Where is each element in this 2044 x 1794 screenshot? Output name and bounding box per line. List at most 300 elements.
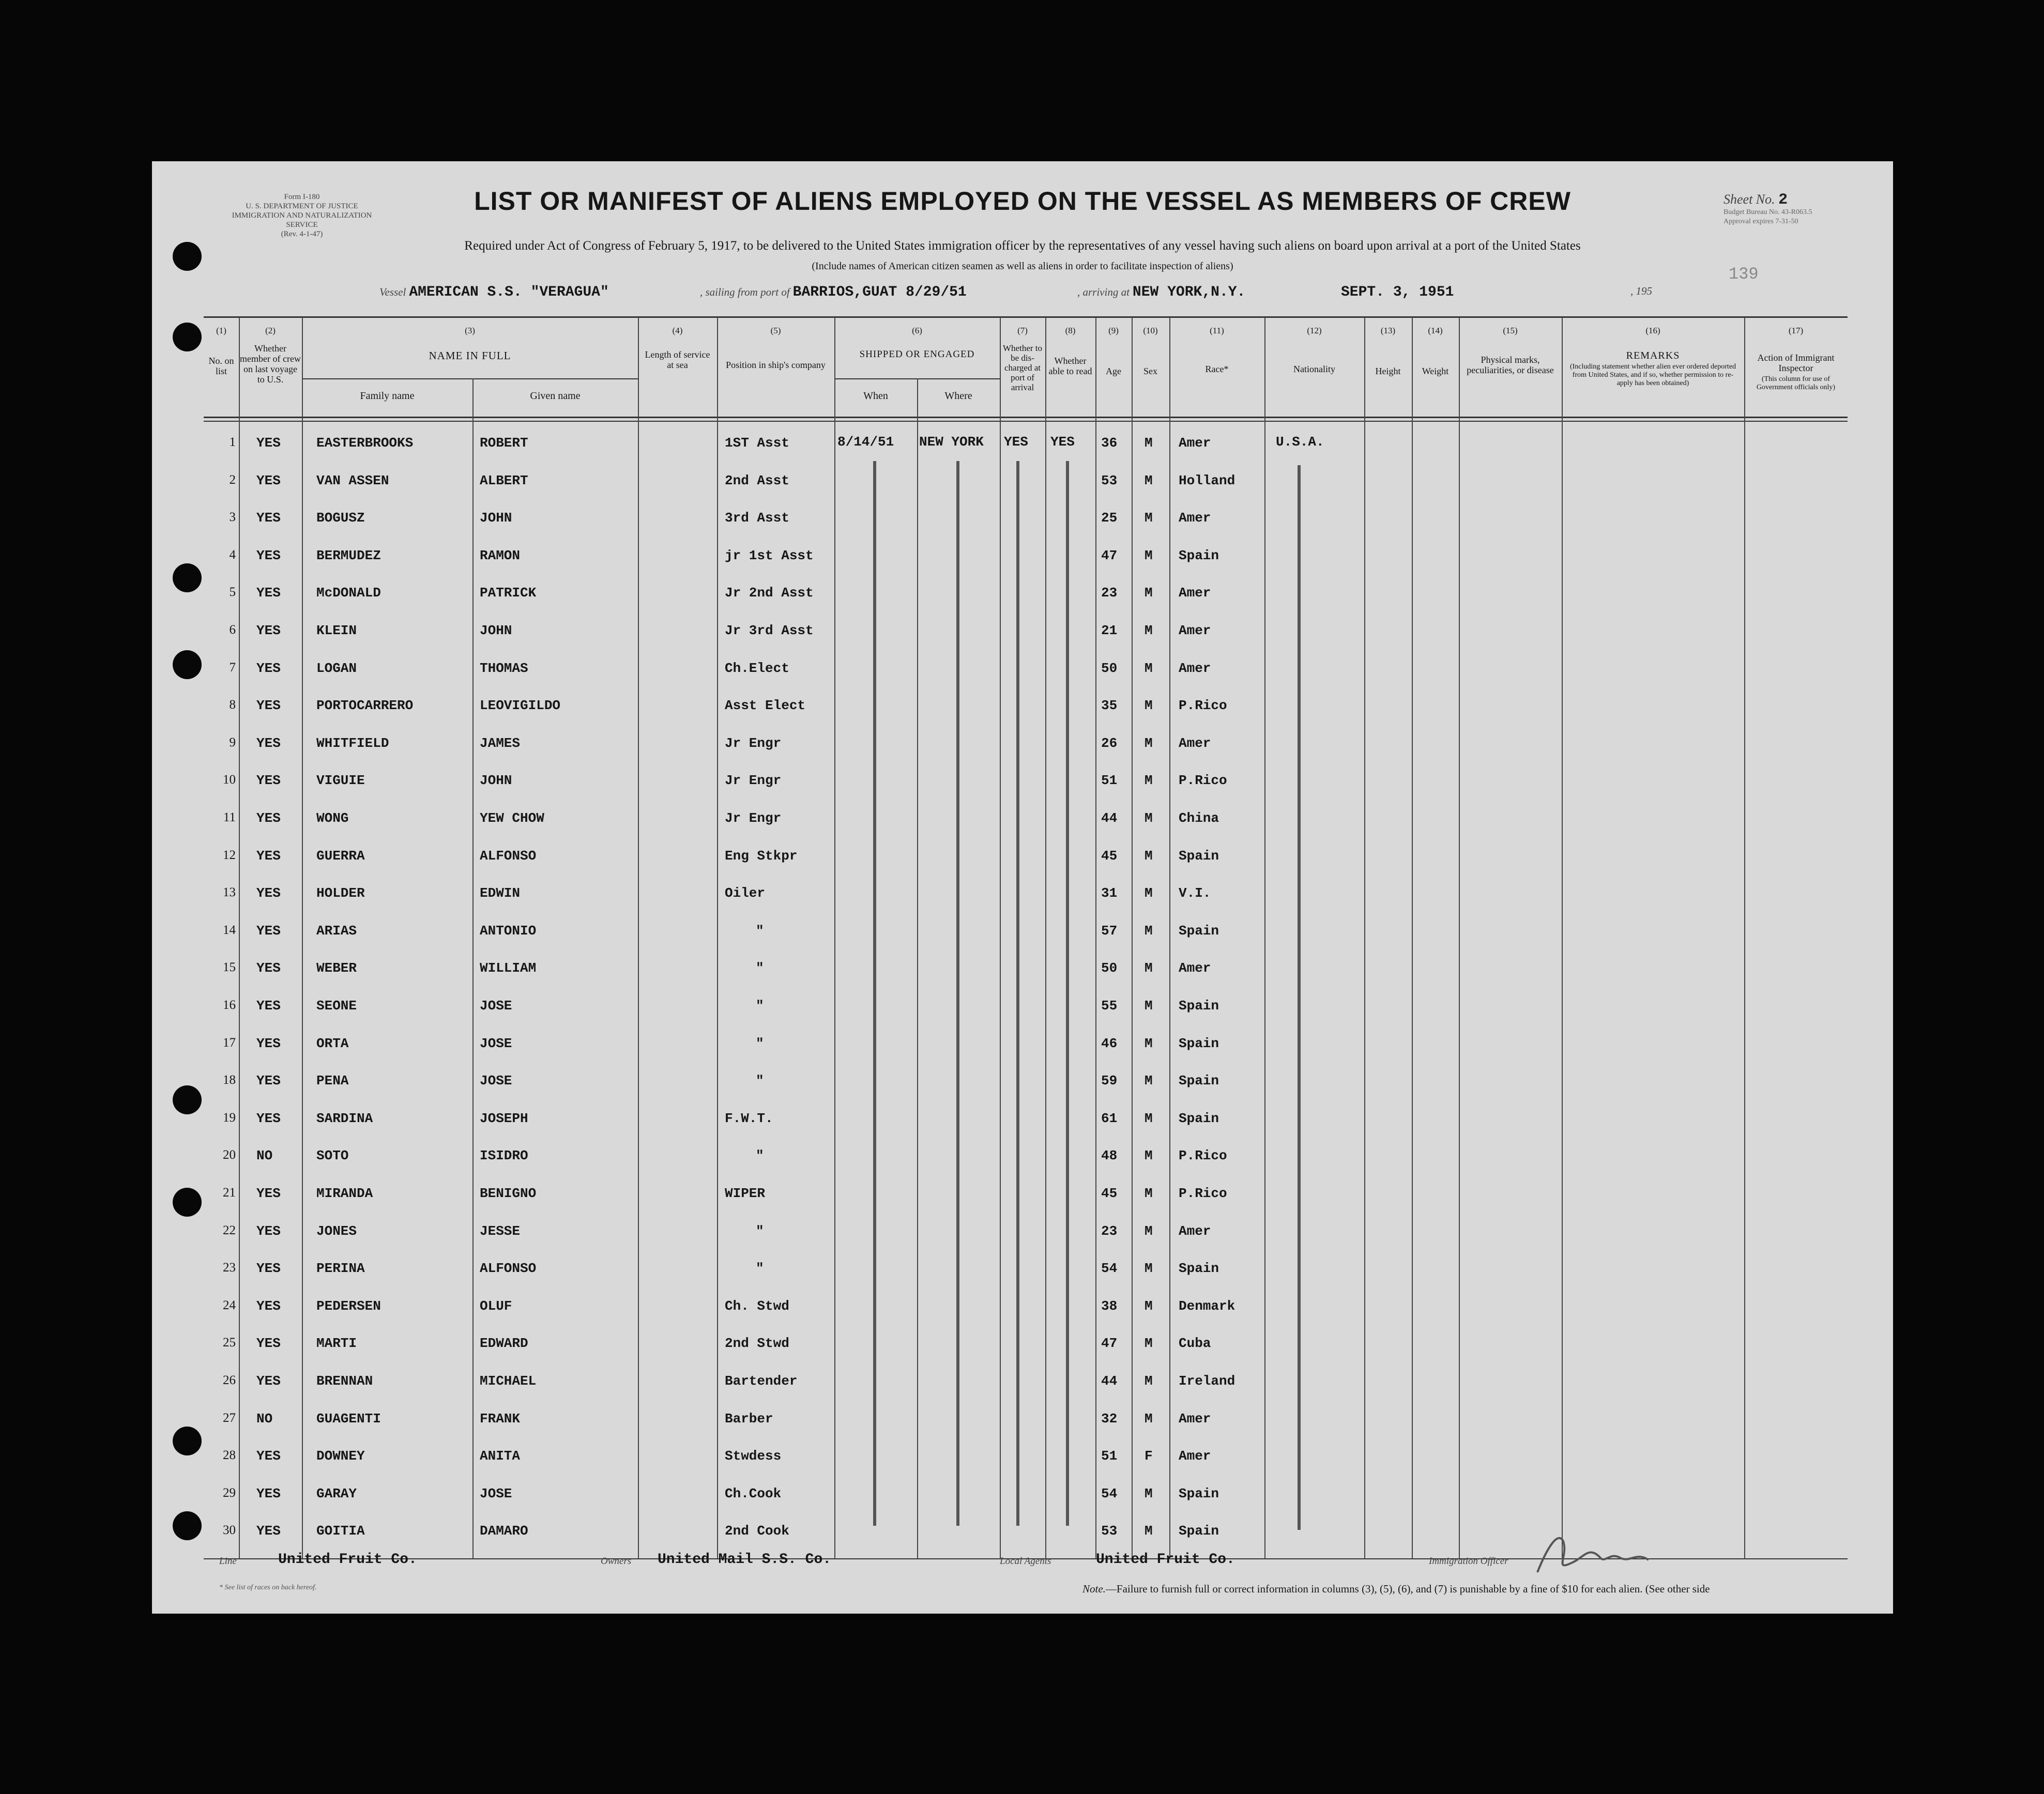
age: 44 [1101, 1373, 1118, 1389]
given-name: JOHN [480, 623, 512, 638]
header-weight: Weight [1422, 366, 1449, 376]
last-voyage: YES [256, 1111, 281, 1126]
position: 1ST Asst [725, 435, 789, 451]
given-name: MICHAEL [480, 1373, 537, 1389]
given-name: ROBERT [480, 435, 528, 451]
sex: M [1145, 1148, 1153, 1163]
sex: M [1145, 1298, 1153, 1314]
table-row [152, 875, 1893, 912]
line-label: Line [219, 1556, 237, 1567]
family-name: KLEIN [316, 623, 357, 638]
age: 26 [1101, 735, 1118, 751]
header-height: Height [1375, 366, 1401, 376]
last-voyage: YES [256, 1261, 281, 1276]
table-row [152, 500, 1893, 537]
last-voyage: YES [256, 623, 281, 638]
row-number: 20 [223, 1148, 236, 1162]
header-remarks: REMARKS [1626, 350, 1680, 361]
given-name: JAMES [480, 735, 521, 751]
family-name: GARAY [316, 1486, 357, 1501]
row-number: 9 [229, 735, 236, 749]
last-voyage: YES [256, 585, 281, 601]
position: Eng Stkpr [725, 848, 798, 864]
sex: M [1145, 773, 1153, 788]
row-number: 2 [229, 473, 236, 487]
race: V.I. [1179, 885, 1211, 901]
last-voyage: YES [256, 885, 281, 901]
family-name: McDONALD [316, 585, 381, 601]
race: Ireland [1179, 1373, 1235, 1389]
last-voyage: YES [256, 773, 281, 788]
last-voyage: NO [256, 1411, 273, 1427]
table-row [152, 463, 1893, 500]
row-number: 17 [223, 1036, 236, 1050]
column-number: (12) [1307, 326, 1322, 335]
last-voyage: YES [256, 923, 281, 939]
family-name: JONES [316, 1223, 357, 1239]
table-row [152, 1401, 1893, 1438]
stamp-number: 139 [1729, 265, 1759, 284]
given-name: ALFONSO [480, 848, 537, 864]
given-name: JOHN [480, 773, 512, 788]
position: Jr 2nd Asst [725, 585, 814, 601]
header-when: When [863, 390, 888, 402]
family-name: VAN ASSEN [316, 473, 389, 488]
position: Jr Engr [725, 735, 782, 751]
column-number: (8) [1065, 326, 1076, 335]
row-number: 10 [223, 773, 236, 787]
arrival-date: SEPT. 3, 1951 [1341, 284, 1454, 300]
column-number: (6) [912, 326, 922, 335]
given-name: JOSE [480, 1486, 512, 1501]
table-top-rule [204, 316, 1848, 318]
row-number: 19 [223, 1111, 236, 1125]
age: 51 [1101, 773, 1118, 788]
race: Amer [1179, 585, 1211, 601]
column-number: (11) [1210, 326, 1224, 335]
family-name: LOGAN [316, 661, 357, 676]
sex: M [1145, 1336, 1153, 1351]
family-name: BOGUSZ [316, 510, 365, 526]
given-name: FRANK [480, 1411, 521, 1427]
column-number: (5) [770, 326, 781, 335]
table-row [152, 1213, 1893, 1250]
agents-label: Local Agents [1000, 1556, 1051, 1567]
age: 61 [1101, 1111, 1118, 1126]
shipped-where: NEW YORK [919, 434, 984, 450]
header-nationality: Nationality [1293, 364, 1335, 374]
age: 36 [1101, 435, 1118, 451]
sex: M [1145, 548, 1153, 563]
nationality-value: U.S.A. [1276, 434, 1324, 450]
last-voyage: YES [256, 848, 281, 864]
sailing-field: , sailing from port of BARRIOS,GUAT 8/29/51 [700, 284, 967, 300]
table-row [152, 612, 1893, 650]
column-number: (1) [216, 326, 226, 335]
last-voyage: YES [256, 661, 281, 676]
age: 23 [1101, 585, 1118, 601]
sex: M [1145, 810, 1153, 826]
given-name: THOMAS [480, 661, 528, 676]
last-voyage: YES [256, 1486, 281, 1501]
row-number: 1 [229, 435, 236, 449]
race-footnote: * See list of races on back hereof. [219, 1584, 317, 1591]
family-name: PENA [316, 1073, 349, 1088]
age: 50 [1101, 960, 1118, 976]
race: P.Rico [1179, 1186, 1227, 1201]
sheet-number: Sheet No. 2 [1723, 191, 1788, 209]
column-number: (16) [1645, 326, 1660, 335]
table-row [152, 762, 1893, 800]
row-number: 13 [223, 885, 236, 899]
family-name: PORTOCARRERO [316, 698, 414, 713]
race: Spain [1179, 1111, 1219, 1126]
position: Stwdess [725, 1448, 782, 1464]
last-voyage: NO [256, 1148, 273, 1163]
row-number: 4 [229, 548, 236, 562]
header-family-name: Family name [360, 390, 415, 402]
sex: M [1145, 435, 1153, 451]
sex: M [1145, 1261, 1153, 1276]
position: 2nd Stwd [725, 1336, 789, 1351]
header-remarks-note: (Including statement whether alien ever ordered deported from United States, and if so, whether permission to re-apply has been obtained) [1569, 363, 1736, 387]
officer-label: Immigration Officer [1429, 1556, 1508, 1567]
race: Spain [1179, 548, 1219, 563]
header-shipped-engaged: SHIPPED OR ENGAGED [859, 349, 975, 360]
race: P.Rico [1179, 698, 1227, 713]
age: 54 [1101, 1486, 1118, 1501]
given-name: ISIDRO [480, 1148, 528, 1163]
given-name: EDWIN [480, 885, 521, 901]
last-voyage: YES [256, 1373, 281, 1389]
race: Amer [1179, 1223, 1211, 1239]
position: Oiler [725, 885, 766, 901]
sex: M [1145, 623, 1153, 638]
position: " [756, 1036, 764, 1051]
given-name: JOSE [480, 1036, 512, 1051]
row-number: 22 [223, 1223, 236, 1237]
header-given-name: Given name [530, 390, 581, 402]
row-number: 3 [229, 510, 236, 524]
last-voyage: YES [256, 1298, 281, 1314]
page-subnote: (Include names of American citizen seamen as well as aliens in order to facilitate inspection of aliens) [812, 260, 1233, 272]
row-number: 12 [223, 848, 236, 862]
given-name: JOSE [480, 1073, 512, 1088]
last-voyage: YES [256, 1073, 281, 1088]
given-name: ANTONIO [480, 923, 537, 939]
position: " [756, 1261, 764, 1276]
family-name: WHITFIELD [316, 735, 389, 751]
age: 23 [1101, 1223, 1118, 1239]
column-number: (13) [1380, 326, 1396, 335]
column-number: (4) [672, 326, 683, 335]
table-row [152, 838, 1893, 875]
header-sex: Sex [1143, 366, 1157, 376]
race: Spain [1179, 1486, 1219, 1501]
family-name: DOWNEY [316, 1448, 365, 1464]
age: 38 [1101, 1298, 1118, 1314]
last-voyage: YES [256, 473, 281, 488]
row-number: 25 [223, 1336, 236, 1350]
header-last-voyage: Whether member of crew on last voyage to U.S. [240, 343, 301, 385]
race: Spain [1179, 848, 1219, 864]
row-number: 6 [229, 623, 236, 637]
column-number: (17) [1788, 326, 1804, 335]
row-number: 14 [223, 923, 236, 937]
last-voyage: YES [256, 548, 281, 563]
last-voyage: YES [256, 1186, 281, 1201]
row-number: 23 [223, 1261, 236, 1275]
last-voyage: YES [256, 1336, 281, 1351]
family-name: EASTERBROOKS [316, 435, 414, 451]
last-voyage: YES [256, 1523, 281, 1539]
race: Spain [1179, 1036, 1219, 1051]
sex: M [1145, 1111, 1153, 1126]
race: Amer [1179, 1411, 1211, 1427]
table-row [152, 1100, 1893, 1138]
race: Spain [1179, 1523, 1219, 1539]
age: 51 [1101, 1448, 1118, 1464]
manifest-sheet [152, 161, 1893, 1614]
last-voyage: YES [256, 510, 281, 526]
sex: M [1145, 585, 1153, 601]
age: 55 [1101, 998, 1118, 1014]
race: Amer [1179, 1448, 1211, 1464]
last-voyage: YES [256, 1036, 281, 1051]
given-name: PATRICK [480, 585, 537, 601]
position: Ch.Elect [725, 661, 789, 676]
table-row [152, 575, 1893, 612]
row-number: 28 [223, 1448, 236, 1462]
age: 25 [1101, 510, 1118, 526]
row-number: 8 [229, 698, 236, 712]
position: Barber [725, 1411, 773, 1427]
table-row [152, 988, 1893, 1025]
table-row [152, 650, 1893, 687]
binder-hole [173, 323, 202, 351]
sex: M [1145, 923, 1153, 939]
row-number: 24 [223, 1298, 236, 1312]
race: Spain [1179, 998, 1219, 1014]
header-action-inspector: Action of Immigrant Inspector [1757, 352, 1835, 373]
age: 57 [1101, 923, 1118, 939]
arriving-field: , arriving at NEW YORK,N.Y. [1077, 284, 1246, 300]
family-name: HOLDER [316, 885, 365, 901]
sex: M [1145, 1411, 1153, 1427]
page-title: LIST OR MANIFEST OF ALIENS EMPLOYED ON THE VESSEL AS MEMBERS OF CREW [474, 187, 1571, 216]
family-name: SARDINA [316, 1111, 373, 1126]
race: P.Rico [1179, 1148, 1227, 1163]
age: 59 [1101, 1073, 1118, 1088]
position: " [756, 998, 764, 1014]
race: Amer [1179, 735, 1211, 751]
given-name: YEW CHOW [480, 810, 544, 826]
sex: F [1145, 1448, 1153, 1464]
header-bottom-rule [204, 417, 1848, 418]
officer-signature [1527, 1526, 1661, 1583]
able-read-value: YES [1050, 434, 1075, 450]
last-voyage: YES [256, 1223, 281, 1239]
table-row [152, 1063, 1893, 1100]
table-row [152, 913, 1893, 950]
last-voyage: YES [256, 698, 281, 713]
column-number: (9) [1108, 326, 1119, 335]
last-voyage: YES [256, 810, 281, 826]
given-name: BENIGNO [480, 1186, 537, 1201]
table-row [152, 1025, 1893, 1063]
age: 47 [1101, 1336, 1118, 1351]
column-number: (7) [1017, 326, 1028, 335]
position: 2nd Cook [725, 1523, 789, 1539]
sex: M [1145, 848, 1153, 864]
family-name: WONG [316, 810, 349, 826]
family-name: MARTI [316, 1336, 357, 1351]
age: 47 [1101, 548, 1118, 563]
table-row [152, 1363, 1893, 1400]
header-physical-marks: Physical marks, peculiarities, or disease [1467, 355, 1554, 375]
position: Bartender [725, 1373, 798, 1389]
position: 3rd Asst [725, 510, 789, 526]
race: Holland [1179, 473, 1235, 488]
last-voyage: YES [256, 960, 281, 976]
row-number: 30 [223, 1523, 236, 1537]
position: Jr Engr [725, 773, 782, 788]
row-number: 15 [223, 960, 236, 974]
age: 48 [1101, 1148, 1118, 1163]
age: 45 [1101, 1186, 1118, 1201]
row-number: 5 [229, 585, 236, 599]
header-name-in-full: NAME IN FULL [429, 349, 511, 362]
last-voyage: YES [256, 735, 281, 751]
column-number: (15) [1503, 326, 1518, 335]
penalty-note: Note.—Failure to furnish full or correct information in columns (3), (5), (6), and (7) is punishable by a fine of $10 for each alien. (See other side [1082, 1583, 1710, 1595]
position: WIPER [725, 1186, 766, 1201]
column-number: (3) [465, 326, 475, 335]
table-row [152, 950, 1893, 987]
header-position: Position in ship's company [726, 360, 826, 370]
table-row [152, 1250, 1893, 1287]
race: Amer [1179, 623, 1211, 638]
agents-value: United Fruit Co. [1096, 1552, 1235, 1568]
header-able-read: Whether able to read [1048, 356, 1092, 376]
sex: M [1145, 1523, 1153, 1539]
sex: M [1145, 1073, 1153, 1088]
position: Ch. Stwd [725, 1298, 789, 1314]
race: Spain [1179, 1073, 1219, 1088]
race: P.Rico [1179, 773, 1227, 788]
position: " [756, 960, 764, 976]
age: 53 [1101, 1523, 1118, 1539]
sex: M [1145, 960, 1153, 976]
position: jr 1st Asst [725, 548, 814, 563]
table-row [152, 725, 1893, 762]
sex: M [1145, 1486, 1153, 1501]
given-name: OLUF [480, 1298, 512, 1314]
position: " [756, 1073, 764, 1088]
header-age: Age [1106, 366, 1121, 376]
name-subheader-rule [302, 378, 638, 379]
position: " [756, 1148, 764, 1163]
last-voyage: YES [256, 1448, 281, 1464]
age: 44 [1101, 810, 1118, 826]
last-voyage: YES [256, 435, 281, 451]
race: Amer [1179, 435, 1211, 451]
position: F.W.T. [725, 1111, 773, 1126]
header-where: Where [944, 390, 972, 402]
sex: M [1145, 885, 1153, 901]
position: " [756, 923, 764, 939]
given-name: RAMON [480, 548, 521, 563]
age: 31 [1101, 885, 1118, 901]
given-name: EDWARD [480, 1336, 528, 1351]
form-identifier: Form I-180 U. S. DEPARTMENT OF JUSTICE IMMIGRATION AND NATURALIZATION SERVICE (Rev. 4-1-47) [232, 193, 372, 238]
age: 46 [1101, 1036, 1118, 1051]
family-name: BRENNAN [316, 1373, 373, 1389]
race: Denmark [1179, 1298, 1235, 1314]
race: China [1179, 810, 1219, 826]
family-name: WEBER [316, 960, 357, 976]
position: Jr 3rd Asst [725, 623, 814, 638]
race: Spain [1179, 1261, 1219, 1276]
row-number: 18 [223, 1073, 236, 1087]
row-number: 16 [223, 998, 236, 1012]
shipped-when: 8/14/51 [837, 434, 894, 450]
row-number: 29 [223, 1486, 236, 1500]
sex: M [1145, 510, 1153, 526]
given-name: JOHN [480, 510, 512, 526]
table-row [152, 1138, 1893, 1175]
given-name: LEOVIGILDO [480, 698, 561, 713]
race: Amer [1179, 960, 1211, 976]
age: 21 [1101, 623, 1118, 638]
row-number: 21 [223, 1186, 236, 1200]
family-name: PERINA [316, 1261, 365, 1276]
table-row [152, 425, 1893, 462]
position: " [756, 1223, 764, 1239]
given-name: ALFONSO [480, 1261, 537, 1276]
header-length-service: Length of service at sea [645, 349, 710, 370]
year-suffix: , 195 [1630, 285, 1652, 297]
given-name: JOSE [480, 998, 512, 1014]
family-name: MIRANDA [316, 1186, 373, 1201]
position: Jr Engr [725, 810, 782, 826]
column-number: (10) [1143, 326, 1158, 335]
given-name: ALBERT [480, 473, 528, 488]
family-name: SEONE [316, 998, 357, 1014]
header-race: Race* [1205, 364, 1229, 374]
row-number: 7 [229, 661, 236, 674]
family-name: GOITIA [316, 1523, 365, 1539]
age: 32 [1101, 1411, 1118, 1427]
owners-value: United Mail S.S. Co. [658, 1552, 832, 1568]
owners-label: Owners [601, 1556, 632, 1567]
sex: M [1145, 1036, 1153, 1051]
table-row [152, 687, 1893, 725]
sex: M [1145, 698, 1153, 713]
sex: M [1145, 473, 1153, 488]
family-name: GUAGENTI [316, 1411, 381, 1427]
race: Cuba [1179, 1336, 1211, 1351]
position: 2nd Asst [725, 473, 789, 488]
age: 53 [1101, 473, 1118, 488]
family-name: VIGUIE [316, 773, 365, 788]
line-value: United Fruit Co. [278, 1552, 417, 1568]
header-discharged: Whether to be dis-charged at port of arrival [1003, 343, 1042, 392]
row-number: 11 [223, 810, 236, 824]
race: Spain [1179, 923, 1219, 939]
family-name: ARIAS [316, 923, 357, 939]
family-name: ORTA [316, 1036, 349, 1051]
